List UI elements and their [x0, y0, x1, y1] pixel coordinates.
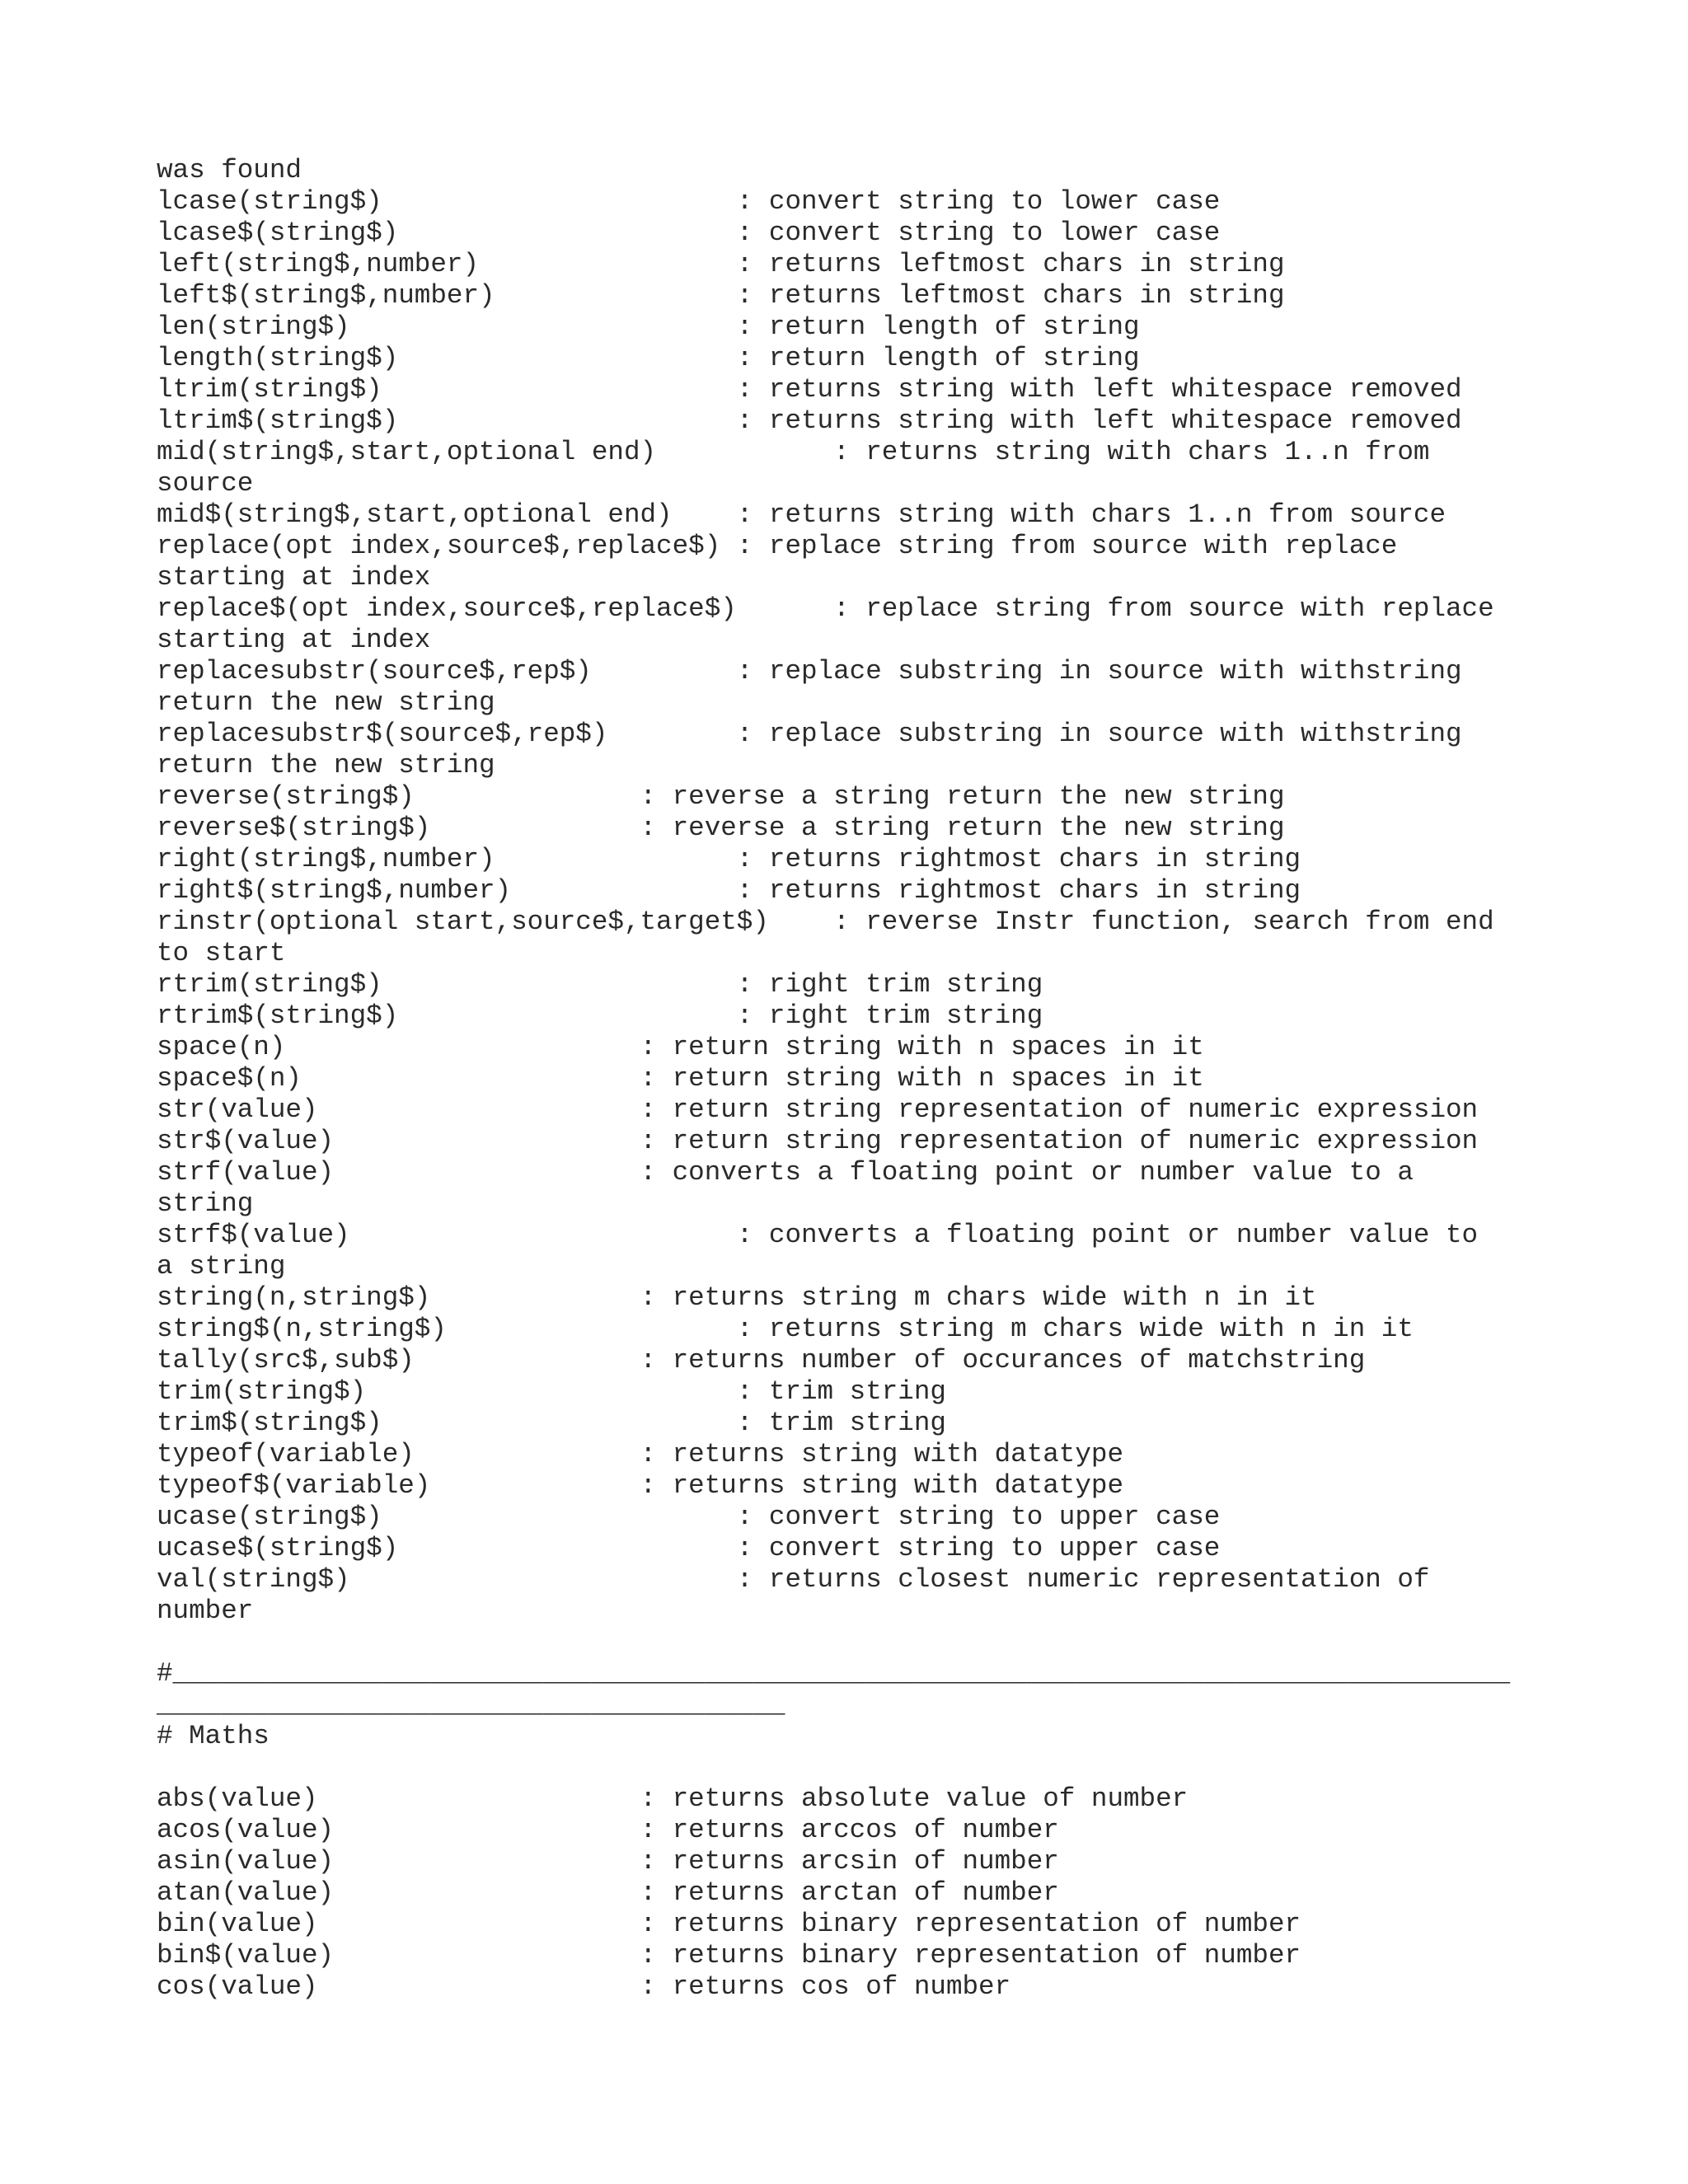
text-line	[157, 1752, 1510, 1783]
text-line: len(string$) : return length of string	[157, 312, 1140, 342]
text-line: strf(value) : converts a floating point or number value to a	[157, 1157, 1414, 1188]
text-line: bin(value) : returns binary representation of number	[157, 1909, 1301, 1939]
text-line: left(string$,number) : returns leftmost chars in string	[157, 249, 1285, 279]
text-line: string	[157, 1188, 254, 1219]
text-line: string$(n,string$) : returns string m chars wide with n in it	[157, 1314, 1414, 1344]
text-line: right(string$,number) : returns rightmost chars in string	[157, 844, 1301, 874]
text-line: to start	[157, 938, 286, 968]
text-line: a string	[157, 1251, 286, 1282]
text-line: acos(value) : returns arccos of number	[157, 1815, 1059, 1845]
text-line: rinstr(optional start,source$,target$) : reverse Instr function, search from end	[157, 907, 1494, 937]
text-line: strf$(value) : converts a floating point or number value to	[157, 1220, 1479, 1250]
text-line: replacesubstr$(source$,rep$) : replace substring in source with withstring	[157, 719, 1462, 749]
text-line: replacesubstr(source$,rep$) : replace substring in source with withstring	[157, 656, 1462, 687]
text-line: ltrim$(string$) : returns string with left whitespace removed	[157, 405, 1462, 436]
text-line: reverse(string$) : reverse a string return the new string	[157, 781, 1285, 812]
text-line: ucase$(string$) : convert string to upper case	[157, 1533, 1221, 1563]
text-line: starting at index	[157, 562, 431, 593]
text-line: ltrim(string$) : returns string with left whitespace removed	[157, 374, 1462, 405]
text-line: mid$(string$,start,optional end) : returns string with chars 1..n from source	[157, 499, 1447, 530]
text-line: source	[157, 468, 254, 499]
text-line: _______________________________________	[157, 1690, 785, 1720]
text-line: #___________________________________________________________________________________	[157, 1658, 1511, 1689]
text-line: abs(value) : returns absolute value of number	[157, 1783, 1189, 1814]
text-line: reverse$(string$) : reverse a string return the new string	[157, 813, 1285, 843]
text-line: atan(value) : returns arctan of number	[157, 1877, 1059, 1908]
text-line: replace(opt index,source$,replace$) : replace string from source with replace	[157, 531, 1398, 561]
text-line: number	[157, 1596, 254, 1626]
text-line: trim(string$) : trim string	[157, 1376, 946, 1407]
text-line: typeof(variable) : returns string with datatype	[157, 1439, 1124, 1469]
text-line: replace$(opt index,source$,replace$) : replace string from source with replace	[157, 593, 1494, 624]
text-line: typeof$(variable) : returns string with datatype	[157, 1470, 1124, 1501]
text-line: space$(n) : return string with n spaces in it	[157, 1063, 1204, 1094]
text-line: bin$(value) : returns binary representation of number	[157, 1940, 1301, 1971]
text-line: trim$(string$) : trim string	[157, 1408, 946, 1438]
text-line: length(string$) : return length of string	[157, 343, 1140, 373]
text-line: left$(string$,number) : returns leftmost chars in string	[157, 280, 1285, 311]
text-line: was found	[157, 155, 302, 185]
text-line: rtrim(string$) : right trim string	[157, 969, 1043, 1000]
text-line: mid(string$,start,optional end) : returns string with chars 1..n from	[157, 437, 1430, 467]
text-line: right$(string$,number) : returns rightmost chars in string	[157, 875, 1301, 906]
text-line: cos(value) : returns cos of number	[157, 1971, 1011, 2002]
text-line: string(n,string$) : returns string m chars wide with n in it	[157, 1282, 1317, 1313]
text-line: val(string$) : returns closest numeric representation of	[157, 1564, 1430, 1595]
text-line: rtrim$(string$) : right trim string	[157, 1001, 1043, 1031]
text-line: return the new string	[157, 750, 495, 780]
text-line: str(value) : return string representation of numeric expression	[157, 1094, 1479, 1125]
text-line: lcase(string$) : convert string to lower case	[157, 186, 1221, 217]
text-line: return the new string	[157, 687, 495, 718]
text-line: lcase$(string$) : convert string to lower case	[157, 218, 1221, 248]
text-line: starting at index	[157, 625, 431, 655]
text-line: # Maths	[157, 1721, 270, 1751]
text-line: asin(value) : returns arcsin of number	[157, 1846, 1059, 1877]
text-line: ucase(string$) : convert string to upper case	[157, 1502, 1221, 1532]
text-line: str$(value) : return string representation of numeric expression	[157, 1126, 1479, 1156]
text-line: tally(src$,sub$) : returns number of occurances of matchstring	[157, 1345, 1366, 1376]
text-line	[157, 1627, 1510, 1658]
document-text	[157, 155, 1510, 2003]
text-line: space(n) : return string with n spaces in it	[157, 1032, 1204, 1062]
